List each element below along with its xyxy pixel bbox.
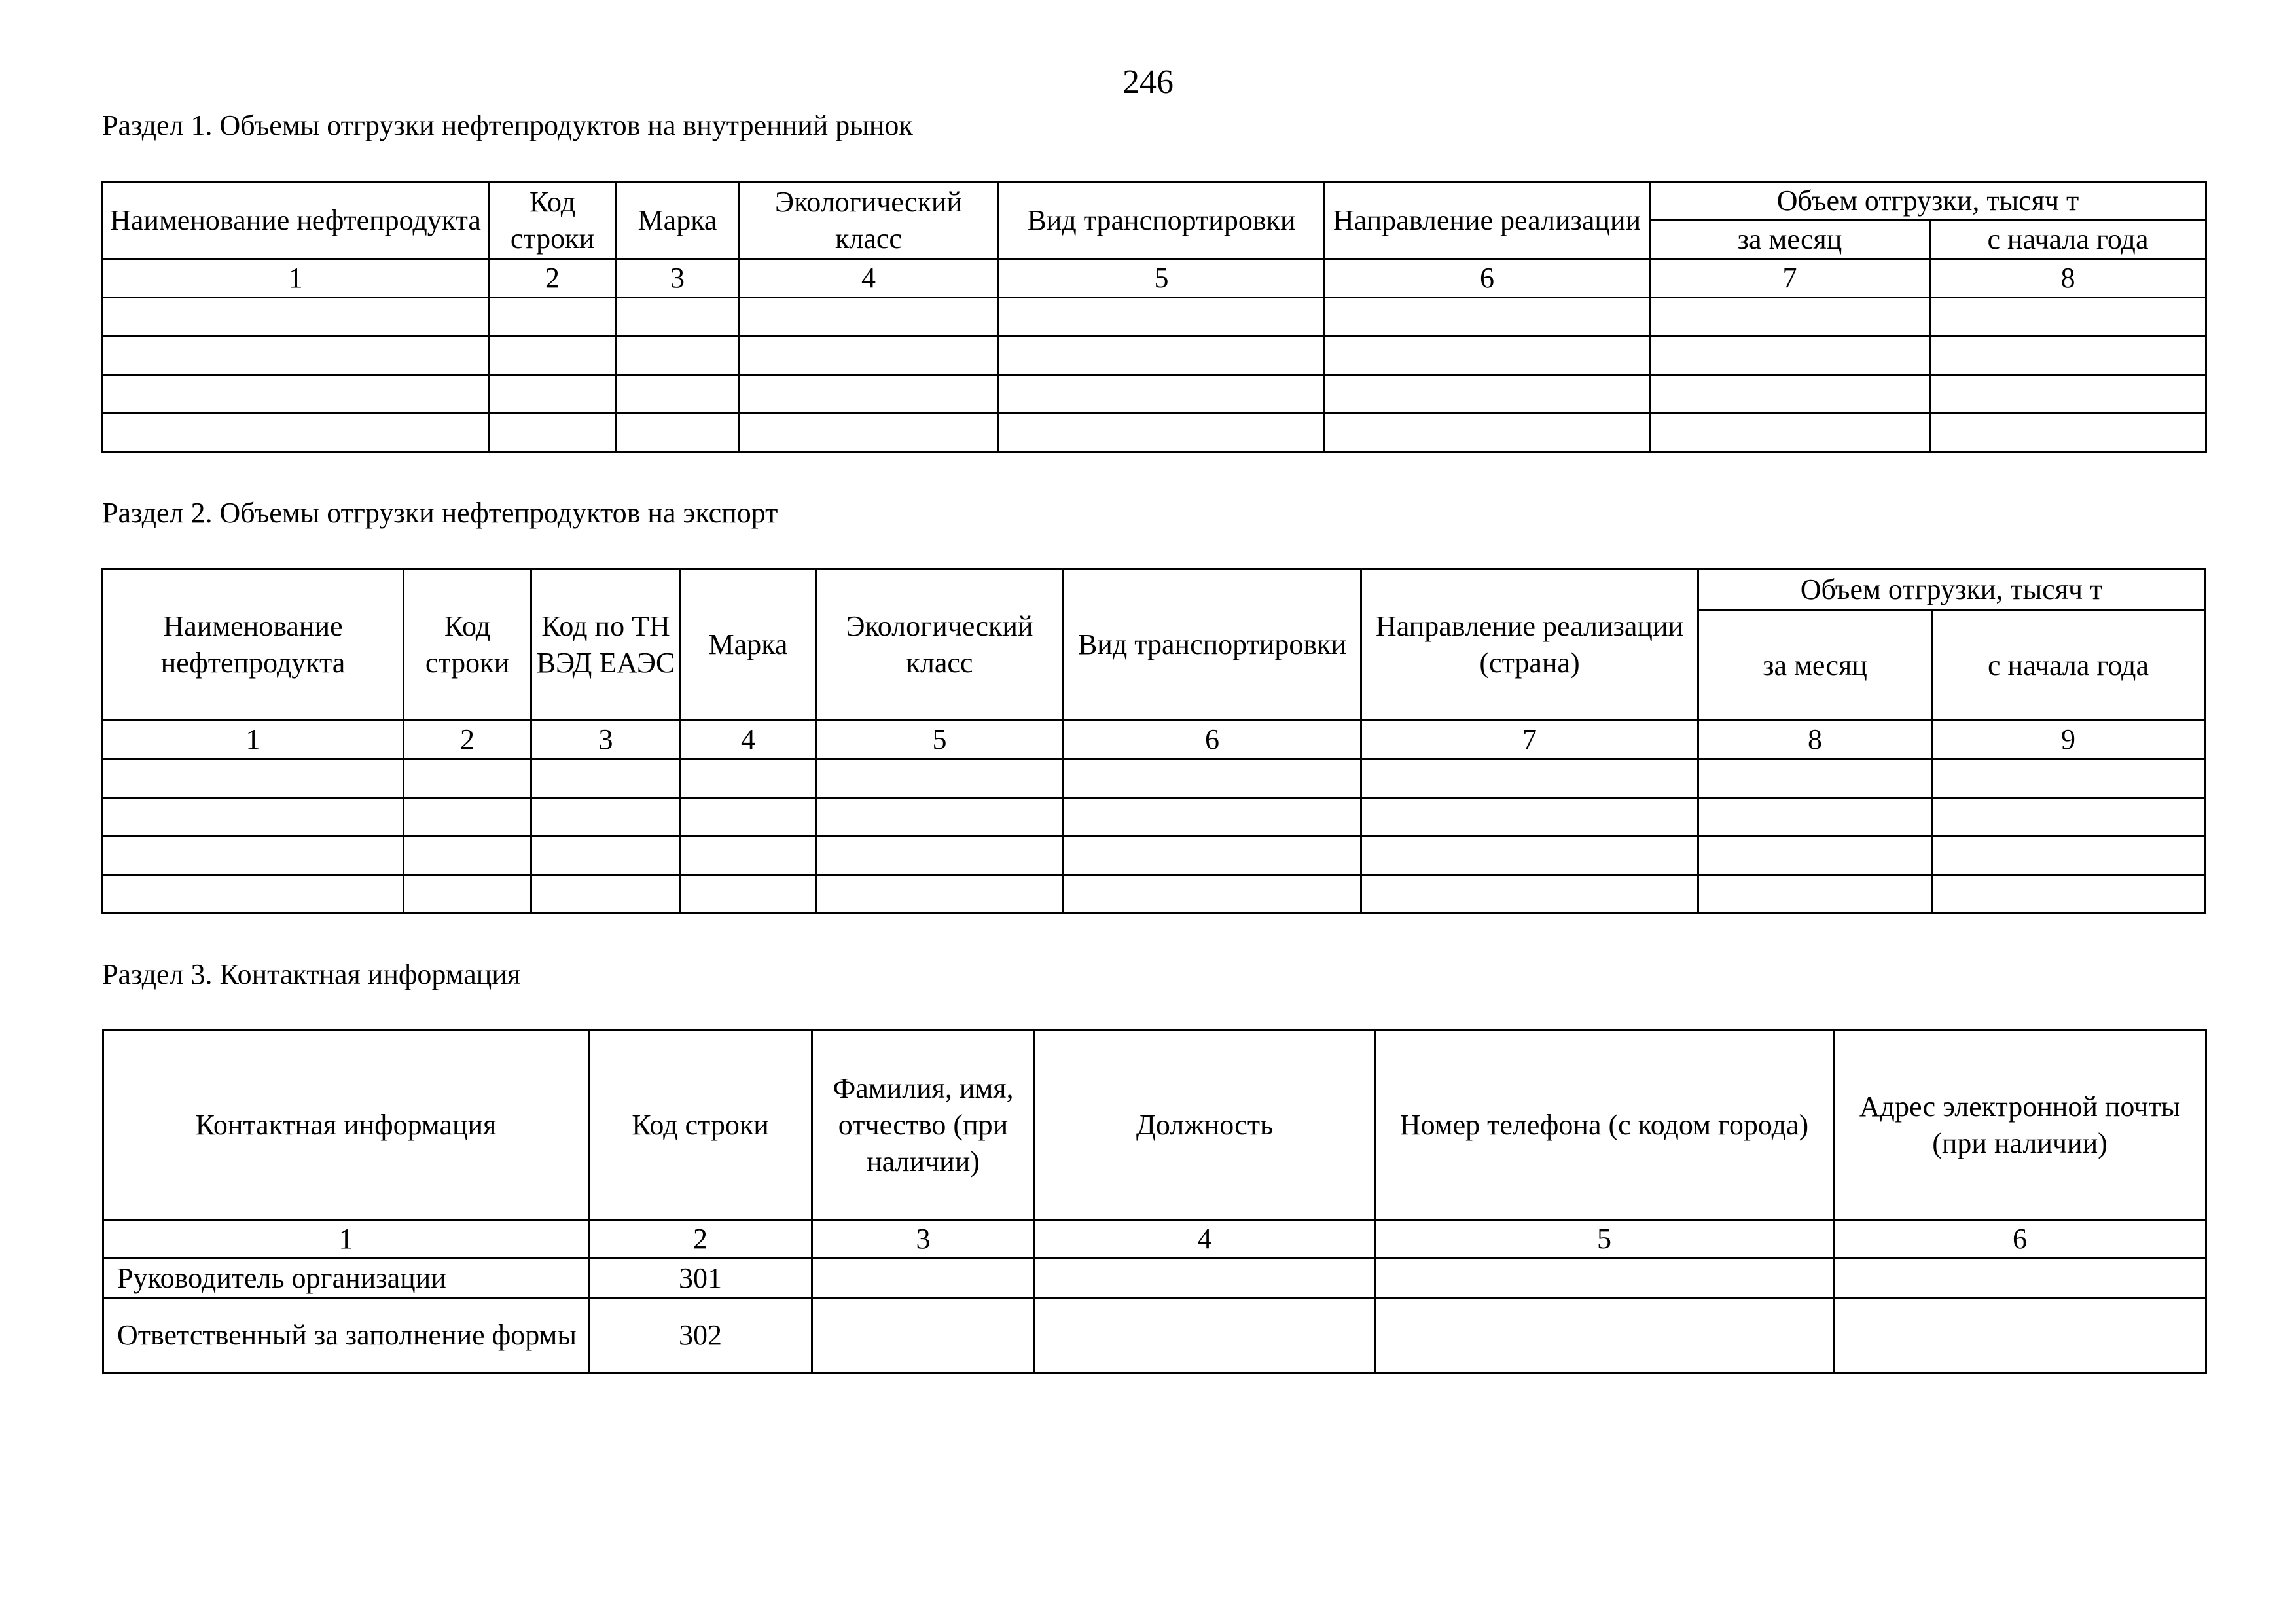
s2-empty-cell[interactable] bbox=[531, 837, 681, 875]
s1-empty-cell[interactable] bbox=[617, 298, 739, 336]
s2-header-brand: Марка bbox=[681, 569, 816, 721]
s2-empty-cell[interactable] bbox=[531, 798, 681, 837]
table-row bbox=[103, 798, 2205, 837]
section-2-title: Раздел 2. Объемы отгрузки нефтепродуктов на экспорт bbox=[102, 497, 778, 529]
s1-empty-cell[interactable] bbox=[739, 375, 999, 414]
s2-colnum: 6 bbox=[1064, 721, 1361, 759]
s2-empty-cell[interactable] bbox=[404, 798, 531, 837]
s2-header-code: Код строки bbox=[404, 569, 531, 721]
s2-empty-cell[interactable] bbox=[1932, 759, 2205, 798]
s1-colnum: 2 bbox=[489, 259, 617, 298]
s1-header-eco: Экологический класс bbox=[739, 182, 999, 259]
s1-empty-cell[interactable] bbox=[1930, 298, 2206, 336]
section-2-table bbox=[101, 568, 2206, 914]
s3-colnum: 1 bbox=[103, 1220, 589, 1259]
s2-empty-cell[interactable] bbox=[103, 875, 404, 914]
s2-colnum: 2 bbox=[404, 721, 531, 759]
s2-empty-cell[interactable] bbox=[404, 837, 531, 875]
s3-header-code: Код строки bbox=[589, 1030, 812, 1220]
s1-colnum: 5 bbox=[999, 259, 1325, 298]
table-row bbox=[103, 336, 2206, 375]
s3-header-contact: Контактная информация bbox=[103, 1030, 589, 1220]
s1-empty-cell[interactable] bbox=[103, 336, 489, 375]
s3-row-code: 301 bbox=[589, 1259, 812, 1298]
s2-empty-cell[interactable] bbox=[1698, 759, 1932, 798]
s2-header-eco: Экологический класс bbox=[816, 569, 1064, 721]
section-1-title: Раздел 1. Объемы отгрузки нефтепродуктов на внутренний рынок bbox=[102, 109, 913, 141]
s2-empty-cell[interactable] bbox=[1698, 875, 1932, 914]
s1-empty-cell[interactable] bbox=[617, 336, 739, 375]
s1-header-brand: Марка bbox=[617, 182, 739, 259]
s1-empty-cell[interactable] bbox=[1325, 375, 1650, 414]
s2-empty-cell[interactable] bbox=[404, 875, 531, 914]
s3-empty-cell[interactable] bbox=[1834, 1259, 2206, 1298]
s1-empty-cell[interactable] bbox=[617, 414, 739, 452]
s2-header-volume: Объем отгрузки, тысяч т bbox=[1698, 569, 2205, 611]
s2-empty-cell[interactable] bbox=[1064, 759, 1361, 798]
s2-empty-cell[interactable] bbox=[816, 875, 1064, 914]
s3-colnum: 3 bbox=[812, 1220, 1035, 1259]
s2-empty-cell[interactable] bbox=[103, 837, 404, 875]
s2-empty-cell[interactable] bbox=[1932, 798, 2205, 837]
s2-header-name: Наименование нефтепродукта bbox=[103, 569, 404, 721]
s2-empty-cell[interactable] bbox=[1064, 875, 1361, 914]
s2-header-transport: Вид транспортировки bbox=[1064, 569, 1361, 721]
s1-empty-cell[interactable] bbox=[999, 298, 1325, 336]
s3-empty-cell[interactable] bbox=[1035, 1259, 1375, 1298]
table-row bbox=[103, 759, 2205, 798]
s1-header-transport: Вид транспортировки bbox=[999, 182, 1325, 259]
s3-header-fio: Фамилия, имя, отчество (при наличии) bbox=[812, 1030, 1035, 1220]
s2-header-ytd: с начала года bbox=[1932, 611, 2205, 721]
s2-empty-cell[interactable] bbox=[1361, 837, 1698, 875]
s2-colnum: 7 bbox=[1361, 721, 1698, 759]
s1-header-direction: Направление реализации bbox=[1325, 182, 1650, 259]
s1-colnum: 8 bbox=[1930, 259, 2206, 298]
s1-colnum: 1 bbox=[103, 259, 489, 298]
s2-colnum: 5 bbox=[816, 721, 1064, 759]
s3-header-position: Должность bbox=[1035, 1030, 1375, 1220]
s1-empty-cell[interactable] bbox=[1650, 414, 1930, 452]
s1-empty-cell[interactable] bbox=[1930, 336, 2206, 375]
s3-row-code: 302 bbox=[589, 1298, 812, 1373]
s2-empty-cell[interactable] bbox=[681, 759, 816, 798]
s1-empty-cell[interactable] bbox=[1325, 336, 1650, 375]
s2-header-tn-ved: Код по ТН ВЭД ЕАЭС bbox=[531, 569, 681, 721]
section-3-title: Раздел 3. Контактная информация bbox=[102, 958, 521, 990]
s1-empty-cell[interactable] bbox=[489, 298, 617, 336]
s3-colnum: 4 bbox=[1035, 1220, 1375, 1259]
section-3-table bbox=[102, 1029, 2207, 1374]
s3-empty-cell[interactable] bbox=[812, 1259, 1035, 1298]
s1-empty-cell[interactable] bbox=[1650, 298, 1930, 336]
s2-empty-cell[interactable] bbox=[681, 798, 816, 837]
s3-empty-cell[interactable] bbox=[1375, 1298, 1834, 1373]
s2-empty-cell[interactable] bbox=[1698, 798, 1932, 837]
s3-colnum: 5 bbox=[1375, 1220, 1834, 1259]
page-number: 246 bbox=[1122, 63, 1174, 101]
s2-empty-cell[interactable] bbox=[531, 875, 681, 914]
s1-empty-cell[interactable] bbox=[489, 414, 617, 452]
s2-empty-cell[interactable] bbox=[1698, 837, 1932, 875]
s3-header-email: Адрес электронной почты (при наличии) bbox=[1834, 1030, 2206, 1220]
s2-empty-cell[interactable] bbox=[1064, 798, 1361, 837]
s1-empty-cell[interactable] bbox=[1930, 414, 2206, 452]
s1-colnum: 6 bbox=[1325, 259, 1650, 298]
s3-empty-cell[interactable] bbox=[812, 1298, 1035, 1373]
s1-colnum: 4 bbox=[739, 259, 999, 298]
s2-empty-cell[interactable] bbox=[816, 837, 1064, 875]
s2-colnum: 1 bbox=[103, 721, 404, 759]
s3-colnum: 2 bbox=[589, 1220, 812, 1259]
s2-empty-cell[interactable] bbox=[816, 798, 1064, 837]
s2-colnum: 4 bbox=[681, 721, 816, 759]
s1-empty-cell[interactable] bbox=[1650, 375, 1930, 414]
s2-empty-cell[interactable] bbox=[681, 837, 816, 875]
s1-header-ytd: с начала года bbox=[1930, 221, 2206, 259]
s3-empty-cell[interactable] bbox=[1834, 1298, 2206, 1373]
table-row bbox=[103, 837, 2205, 875]
s2-empty-cell[interactable] bbox=[681, 875, 816, 914]
s2-empty-cell[interactable] bbox=[404, 759, 531, 798]
s2-colnum: 9 bbox=[1932, 721, 2205, 759]
s2-empty-cell[interactable] bbox=[1361, 875, 1698, 914]
s2-empty-cell[interactable] bbox=[816, 759, 1064, 798]
s3-header-phone: Номер телефона (с кодом города) bbox=[1375, 1030, 1834, 1220]
s2-colnum: 8 bbox=[1698, 721, 1932, 759]
s1-empty-cell[interactable] bbox=[739, 414, 999, 452]
s1-header-volume: Объем отгрузки, тысяч т bbox=[1650, 182, 2206, 221]
s2-empty-cell[interactable] bbox=[1932, 875, 2205, 914]
s1-colnum: 7 bbox=[1650, 259, 1930, 298]
s2-empty-cell[interactable] bbox=[103, 759, 404, 798]
table-row bbox=[103, 375, 2206, 414]
s1-empty-cell[interactable] bbox=[489, 375, 617, 414]
s1-header-code: Код строки bbox=[489, 182, 617, 259]
s3-colnum: 6 bbox=[1834, 1220, 2206, 1259]
s1-empty-cell[interactable] bbox=[1325, 414, 1650, 452]
s2-empty-cell[interactable] bbox=[103, 798, 404, 837]
s3-empty-cell[interactable] bbox=[1035, 1298, 1375, 1373]
table-row bbox=[103, 298, 2206, 336]
s1-empty-cell[interactable] bbox=[103, 298, 489, 336]
s3-row-label: Руководитель организации bbox=[103, 1259, 589, 1298]
s1-empty-cell[interactable] bbox=[103, 414, 489, 452]
table-row bbox=[103, 1259, 2206, 1298]
s1-empty-cell[interactable] bbox=[1930, 375, 2206, 414]
s2-empty-cell[interactable] bbox=[531, 759, 681, 798]
s2-empty-cell[interactable] bbox=[1361, 759, 1698, 798]
s2-header-direction: Направление реализации (страна) bbox=[1361, 569, 1698, 721]
s1-empty-cell[interactable] bbox=[103, 375, 489, 414]
s1-colnum: 3 bbox=[617, 259, 739, 298]
s2-empty-cell[interactable] bbox=[1064, 837, 1361, 875]
s1-empty-cell[interactable] bbox=[489, 336, 617, 375]
s3-row-label: Ответственный за заполнение формы bbox=[103, 1298, 589, 1373]
s1-empty-cell[interactable] bbox=[739, 298, 999, 336]
s1-empty-cell[interactable] bbox=[999, 336, 1325, 375]
s3-empty-cell[interactable] bbox=[1375, 1259, 1834, 1298]
s2-header-month: за месяц bbox=[1698, 611, 1932, 721]
s1-empty-cell[interactable] bbox=[999, 414, 1325, 452]
s2-colnum: 3 bbox=[531, 721, 681, 759]
s2-empty-cell[interactable] bbox=[1361, 798, 1698, 837]
s1-empty-cell[interactable] bbox=[999, 375, 1325, 414]
s1-header-name: Наименование нефтепродукта bbox=[103, 182, 489, 259]
s2-empty-cell[interactable] bbox=[1932, 837, 2205, 875]
table-row bbox=[103, 1298, 2206, 1373]
table-row bbox=[103, 875, 2205, 914]
s1-header-month: за месяц bbox=[1650, 221, 1930, 259]
s1-empty-cell[interactable] bbox=[1650, 336, 1930, 375]
s1-empty-cell[interactable] bbox=[617, 375, 739, 414]
s1-empty-cell[interactable] bbox=[1325, 298, 1650, 336]
table-row bbox=[103, 414, 2206, 452]
s1-empty-cell[interactable] bbox=[739, 336, 999, 375]
section-1-table bbox=[101, 181, 2207, 453]
